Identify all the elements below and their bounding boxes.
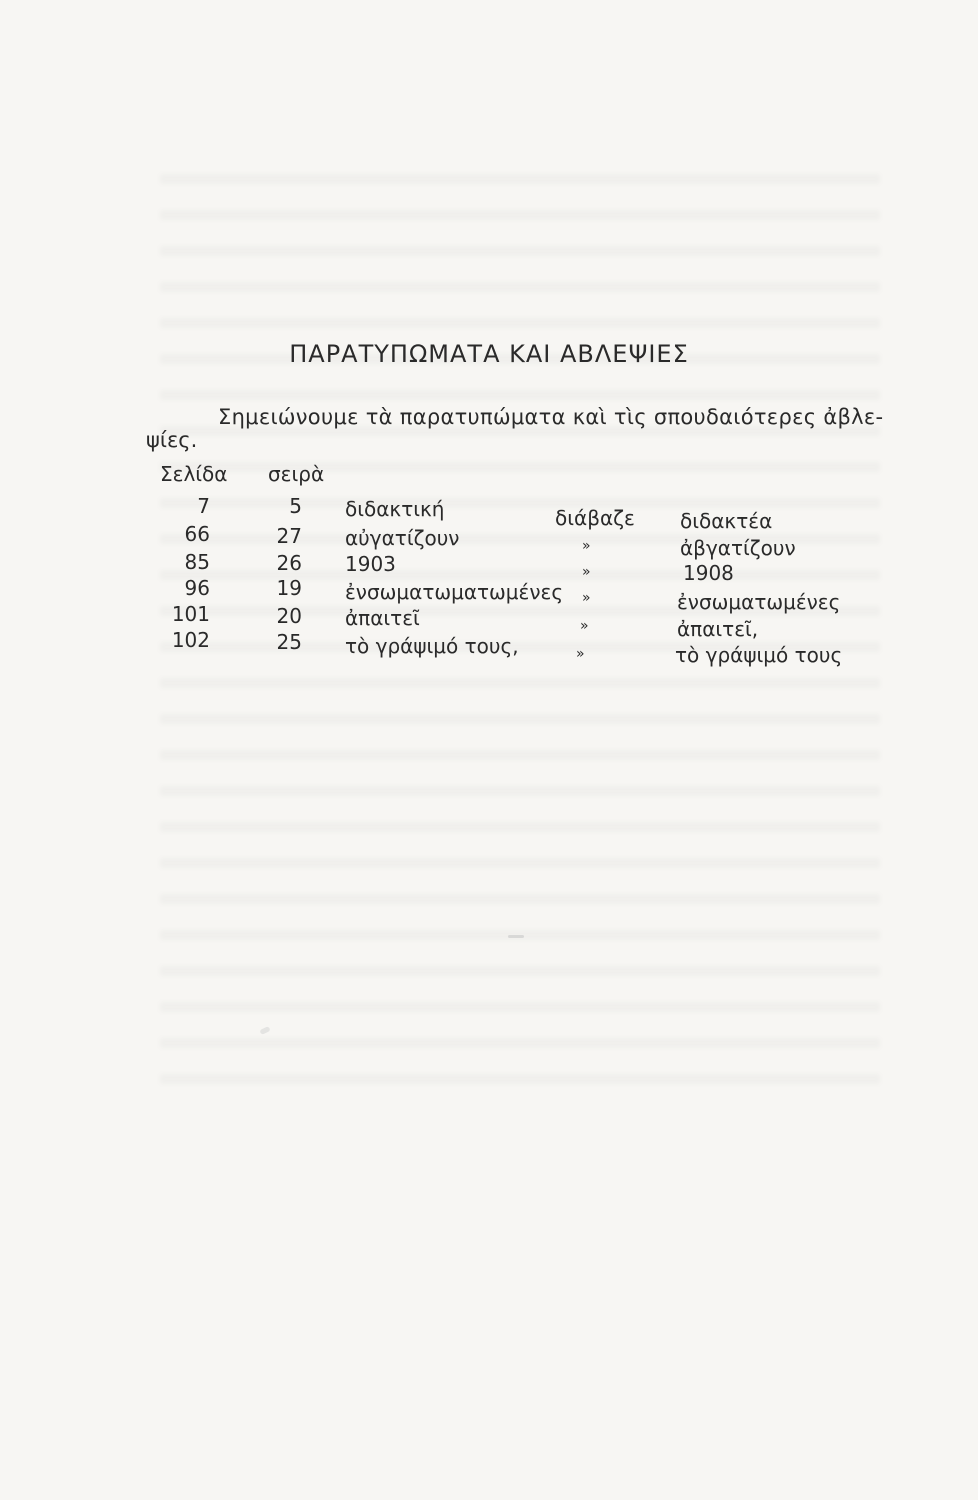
row-wrong-text: ἐνσωματωματωμένες [345, 580, 564, 604]
row-correct-text: διδακτέα [680, 509, 773, 533]
row-page-number: 102 [171, 628, 210, 652]
row-line-number: 19 [276, 576, 302, 600]
row-page-number: 85 [184, 550, 210, 574]
row-page-number: 101 [171, 602, 210, 626]
intro-text-line-1: Σημειώνουμε τὰ παρατυπώματα καὶ τὶς σπουδαιότερες ἀβλε- [218, 405, 884, 429]
ditto-marker: » [576, 646, 585, 662]
paper-speck [508, 935, 524, 938]
intro-text-line-2: ψίες. [146, 428, 198, 452]
row-wrong-text: 1903 [345, 552, 396, 576]
row-wrong-text: τὸ γράψιμό τους, [345, 634, 519, 658]
row-correct-text: ἀβγατίζουν [680, 536, 796, 560]
row-wrong-text: ἀπαιτεῖ [345, 606, 420, 630]
ditto-marker: » [582, 564, 591, 580]
row-wrong-text: διδακτική [345, 497, 445, 521]
row-page-number: 66 [184, 522, 210, 546]
row-line-number: 27 [276, 524, 302, 548]
row-correct-text: 1908 [683, 561, 734, 585]
row-correct-text: ἐνσωματωμένες [677, 590, 841, 614]
row-line-number: 26 [276, 551, 302, 575]
column-header-page: Σελίδα [160, 462, 228, 486]
row-line-number: 25 [276, 630, 302, 654]
row-correct-text: ἀπαιτεῖ, [677, 617, 759, 641]
row-page-number: 96 [184, 576, 210, 600]
page-title: ΠΑΡΑΤΥΠΩΜΑΤΑ ΚΑΙ ΑΒΛΕΨΙΕΣ [289, 340, 689, 368]
row-page-number: 7 [197, 494, 210, 518]
row-wrong-text: αὐγατίζουν [345, 526, 460, 550]
row-line-number: 5 [289, 494, 302, 518]
row-line-number: 20 [276, 604, 302, 628]
row-correct-text: τὸ γράψιμό τους [675, 643, 843, 667]
column-header-line: σειρὰ [268, 462, 325, 486]
ditto-marker: » [582, 590, 591, 606]
ditto-marker: » [582, 538, 591, 554]
read-label: διάβαζε [555, 506, 635, 530]
ditto-marker: » [580, 618, 589, 634]
paper-speck [259, 1026, 270, 1035]
